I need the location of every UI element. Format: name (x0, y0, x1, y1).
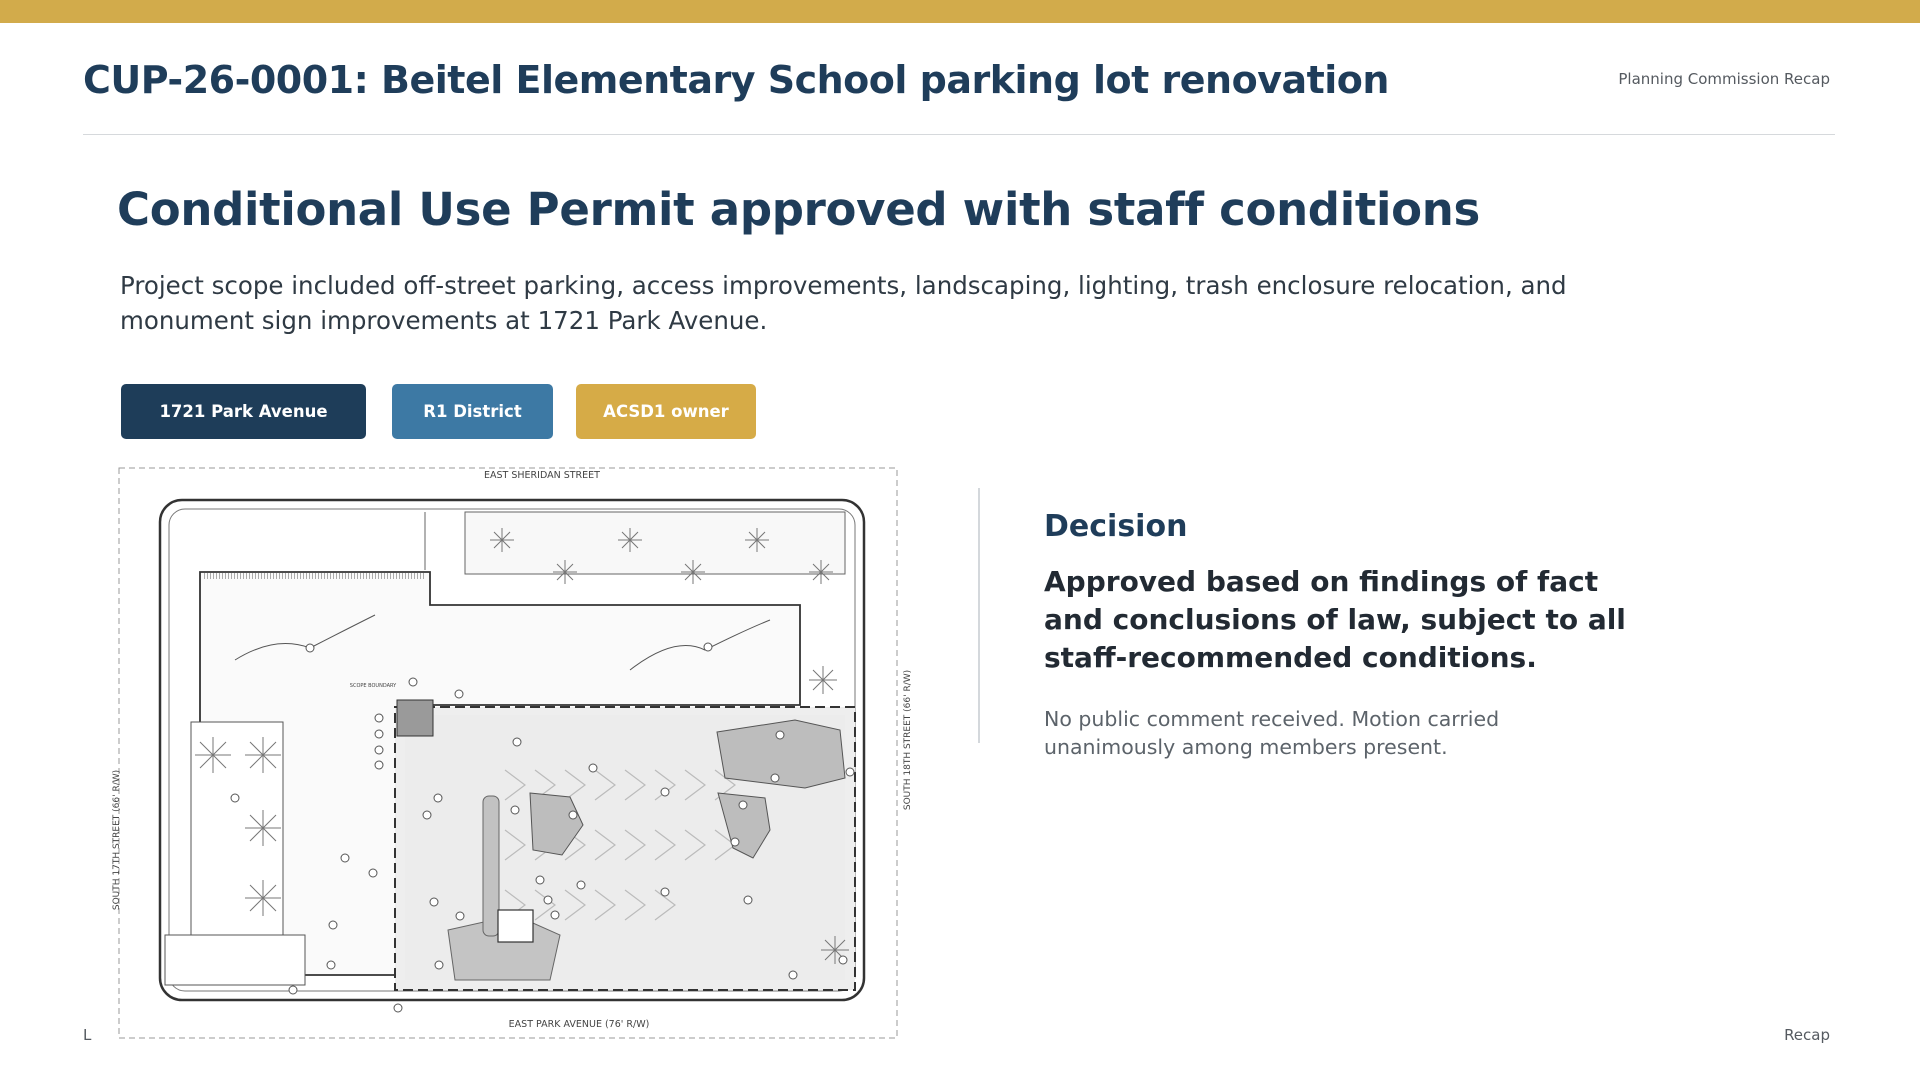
column-divider (978, 488, 980, 743)
owner-badge: ACSD1 owner (576, 384, 756, 439)
address-badge: 1721 Park Avenue (121, 384, 366, 439)
footer-left-text: L (83, 1026, 92, 1044)
street-label-east: SOUTH 18TH STREET (66' R/W) (903, 669, 913, 811)
slide-headline: Conditional Use Permit approved with staff conditions (117, 183, 1481, 236)
decision-heading: Decision (1044, 509, 1188, 544)
project-scope-text: Project scope included off-street parking, access improvements, landscaping, lighting, trash enclosure relocation, and monument sign improvements at 1721 Park Avenue. (120, 271, 1567, 335)
street-label-north: EAST SHERIDAN STREET (484, 470, 600, 481)
street-label-south: EAST PARK AVENUE (76' R/W) (508, 1019, 650, 1030)
header-divider (83, 134, 1835, 135)
top-accent-bar (0, 0, 1920, 23)
district-badge: R1 District (392, 384, 553, 439)
footer-right-text: Recap (1784, 1026, 1830, 1044)
page-title: CUP-26-0001: Beitel Elementary School parking lot renovation (83, 58, 1389, 102)
header-tag: Planning Commission Recap (1618, 70, 1830, 88)
street-label-west: SOUTH 17TH STREET (66' R/W) (112, 769, 122, 911)
decision-note: No public comment received. Motion carried unanimously among members present. (1044, 707, 1500, 759)
scope-boundary-label: SCOPE BOUNDARY (349, 683, 397, 689)
decision-statement: Approved based on findings of fact and conclusions of law, subject to all staff-recommended conditions. (1044, 565, 1626, 674)
site-plan-drawing (105, 460, 935, 1045)
